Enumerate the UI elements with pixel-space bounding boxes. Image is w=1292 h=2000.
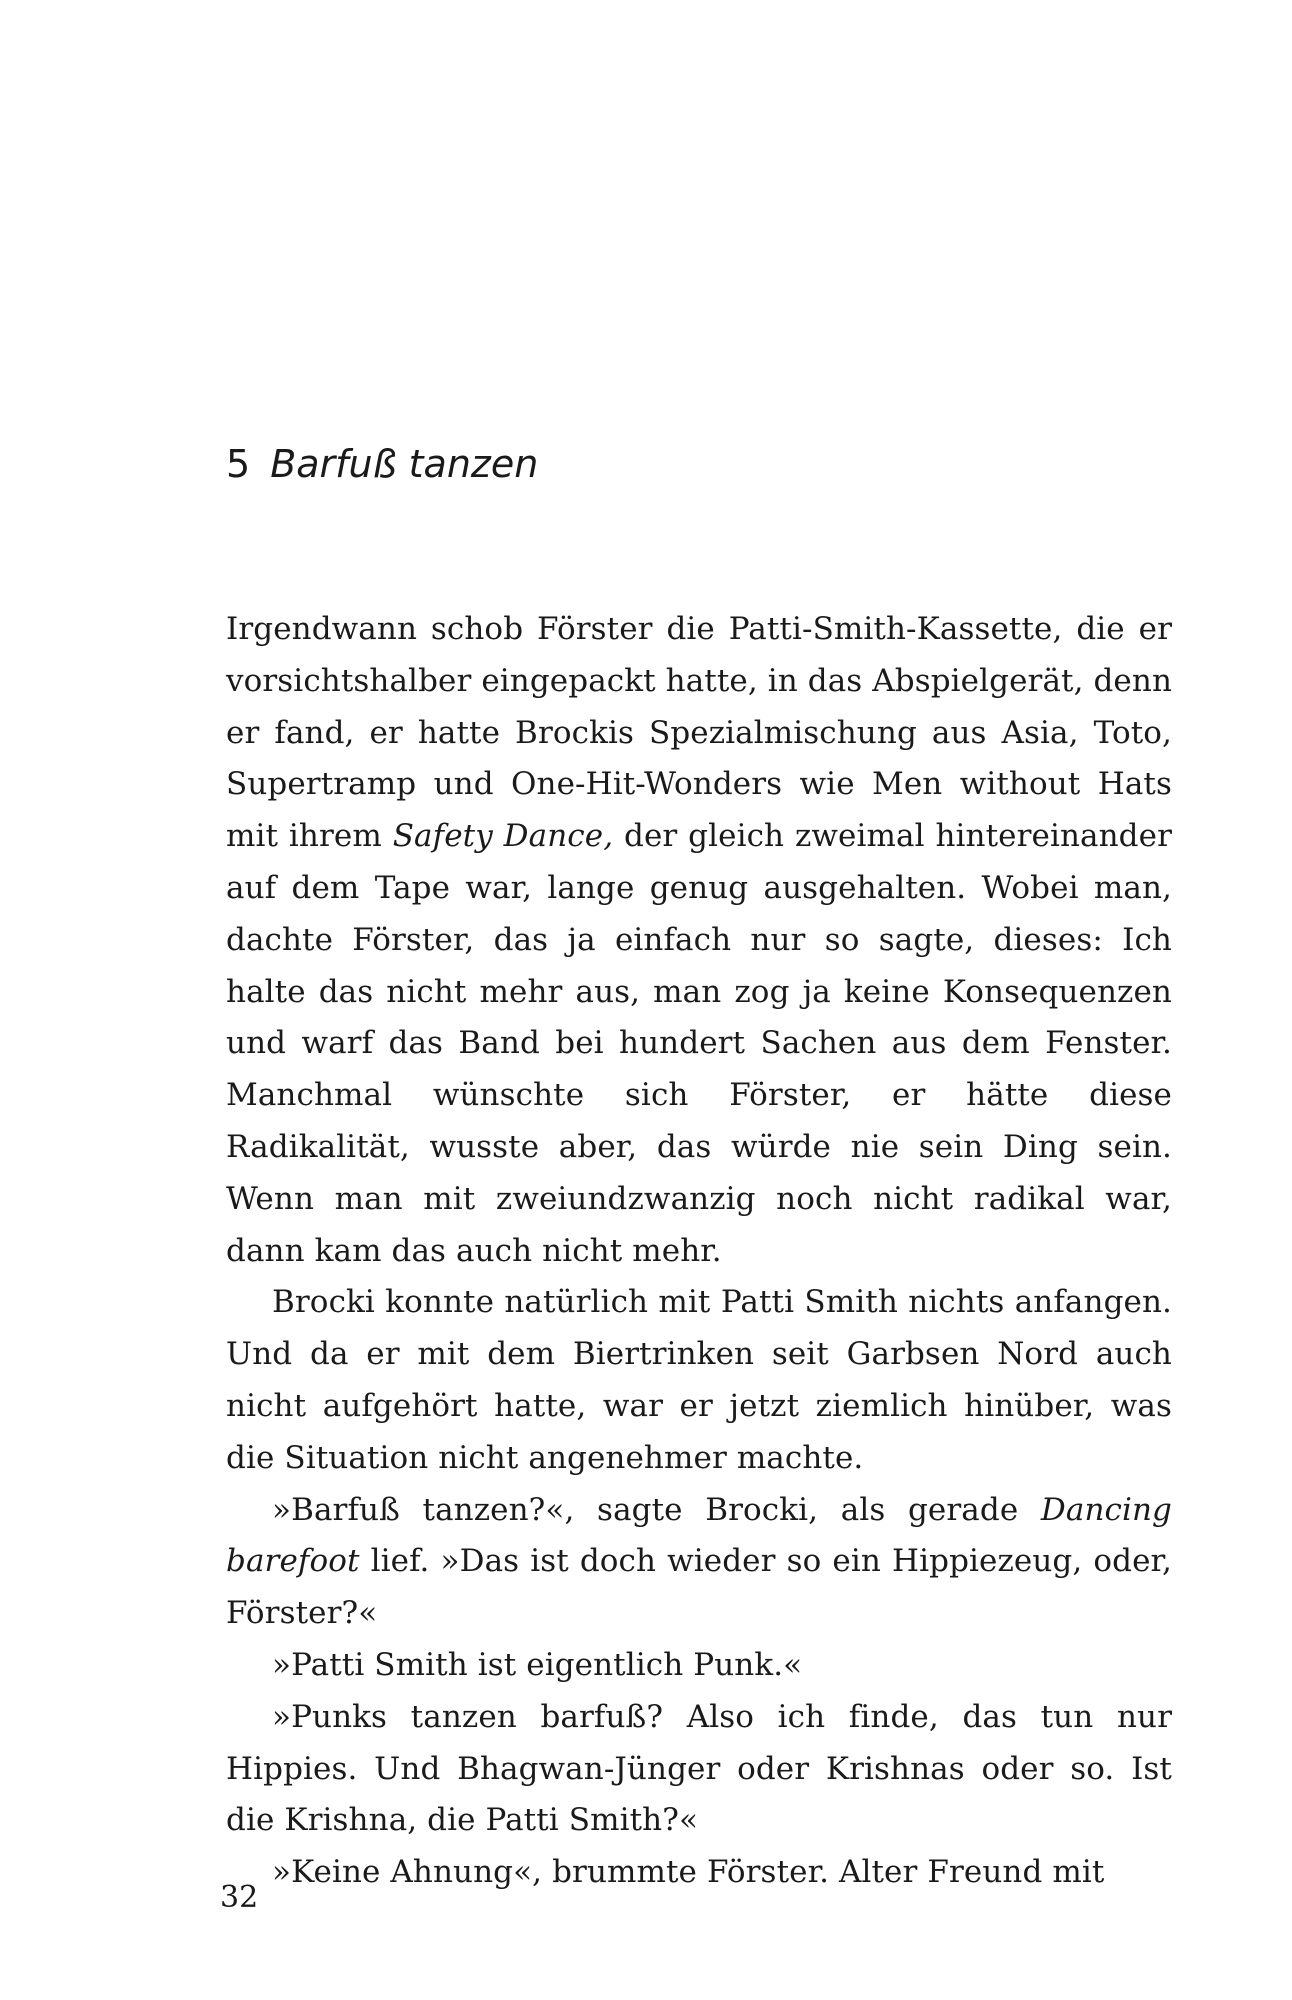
- chapter-heading: [226, 440, 538, 488]
- text-run: »Barfuß tanzen?«, sagte Brocki, als gerade: [272, 1491, 1041, 1528]
- paragraph: [226, 1277, 1172, 1484]
- paragraph: [226, 604, 1172, 1277]
- paragraph: [226, 1847, 1172, 1899]
- chapter-title: Barfuß tanzen: [270, 442, 539, 486]
- text-run: Irgendwann schob Förster die Patti-Smith-Kassette, die er vorsichtshalber eingepackt hatte, in das Abspielgerät, denn er fand, er hatte Brockis Spezialmischung aus Asia, Toto, Supertramp und One-Hit-Wonders wie Men without Hats mit ihrem: [226, 611, 1173, 855]
- text-run: »Keine Ahnung«, brummte Förster. Alter Freund mit: [272, 1854, 1105, 1891]
- chapter-number: 5: [226, 442, 251, 486]
- text-run: »Patti Smith ist eigentlich Punk.«: [272, 1646, 803, 1683]
- italic-title: Safety Dance,: [392, 818, 614, 855]
- italic-title: Dancing barefoot: [226, 1491, 1172, 1580]
- text-run: Brocki konnte natürlich mit Patti Smith nichts anfangen. Und da er mit dem Biertrinken seit Garbsen Nord auch nicht aufgehört hatte, war er jetzt ziemlich hinüber, was die Situation nicht angenehmer machte.: [226, 1284, 1172, 1476]
- paragraph: [226, 1485, 1172, 1640]
- text-run: »Punks tanzen barfuß? Also ich finde, das tun nur Hippies. Und Bhagwan-Jünger oder Krishnas oder so. Ist die Krishna, die Patti Smith?«: [226, 1698, 1172, 1839]
- paragraph: [226, 1692, 1172, 1847]
- paragraph: [226, 1640, 1172, 1692]
- body-text: [226, 604, 1172, 1899]
- text-run: lief. »Das ist doch wieder so ein Hippiezeug, oder, Förster?«: [226, 1543, 1172, 1632]
- text-run: der gleich zweimal hintereinander auf dem Tape war, lange genug ausgehalten. Wobei man, dachte Förster, das ja einfach nur so sagte, dieses: Ich halte das nicht mehr aus, man zog ja keine Konsequenzen und warf das Band bei hundert Sachen aus dem Fenster. Manchmal wünschte sich Förster, er hätte diese Radikalität, wusste aber, das würde nie sein Ding sein. Wenn man mit zweiundzwanzig noch nicht radikal war, dann kam das auch nicht mehr.: [226, 818, 1172, 1269]
- page-number: 32: [220, 1880, 259, 1915]
